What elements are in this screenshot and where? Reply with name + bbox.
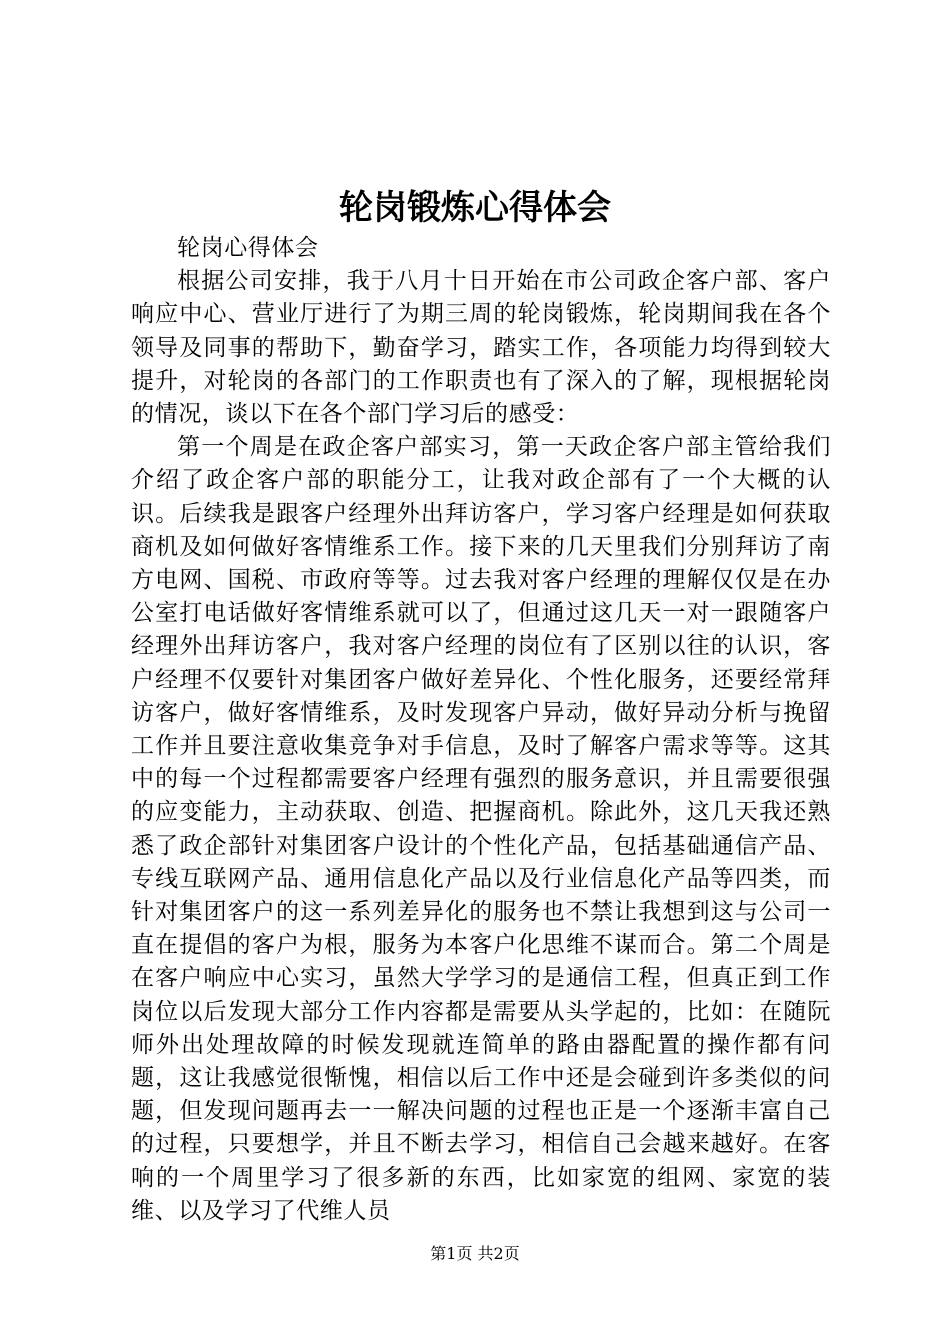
document-title: 轮岗锻炼心得体会 bbox=[339, 188, 611, 228]
page-number-footer: 第1页 共2页 bbox=[430, 1244, 520, 1263]
paragraph-intro: 根据公司安排，我于八月十日开始在市公司政企客户部、客户响应中心、营业厅进行了为期三周的轮岗锻炼，轮岗期间我在各个领导及同事的帮助下，勤奋学习，踏实工作，各项能力均得到较大提升，对轮岗的各部门的工作职责也有了深入的了解，现根据轮岗的情况，谈以下在各个部门学习后的感受： bbox=[131, 268, 831, 428]
document-subtitle: 轮岗心得体会 bbox=[177, 235, 319, 261]
document-body bbox=[131, 232, 831, 1228]
paragraph-week-one: 第一个周是在政企客户部实习，第一天政企客户部主管给我们介绍了政企客户部的职能分工，让我对政企部有了一个大概的认识。后续我是跟客户经理外出拜访客户，学习客户经理是如何获取商机及如何做好客情维系工作。接下来的几天里我们分别拜访了南方电网、国税、市政府等等。过去我对客户经理的理解仅仅是在办公室打电话做好客情维系就可以了，但通过这几天一对一跟随客户经理外出拜访客户，我对客户经理的岗位有了区别以往的认识，客户经理不仅要针对集团客户做好差异化、个性化服务，还要经常拜访客户，做好客情维系，及时发现客户异动，做好异动分析与挽留工作并且要注意收集竞争对手信息，及时了解客户需求等等。这其中的每一个过程都需要客户经理有强烈的服务意识，并且需要很强的应变能力，主动获取、创造、把握商机。除此外，这几天我还熟悉了政企部针对集团客户设计的个性化产品，包括基础通信产品、专线互联网产品、通用信息化产品以及行业信息化产品等四类，而针对集团客户的这一系列差异化的服务也不禁让我想到这与公司一直在提倡的客户为根，服务为本客户化思维不谋而合。第二个周是在客户响应中心实习，虽然大学学习的是通信工程，但真正到工作岗位以后发现大部分工作内容都是需要从头学起的，比如：在随阮师外出处理故障的时候发现就连简单的路由器配置的操作都有问题，这让我感觉很惭愧，相信以后工作中还是会碰到许多类似的问题，但发现问题再去一一解决问题的过程也正是一个逐渐丰富自己的过程，只要想学，并且不断去学习，相信自己会越来越好。在客响的一个周里学习了很多新的东西，比如家宽的组网、家宽的装维、以及学习了代维人员 bbox=[131, 434, 831, 1224]
